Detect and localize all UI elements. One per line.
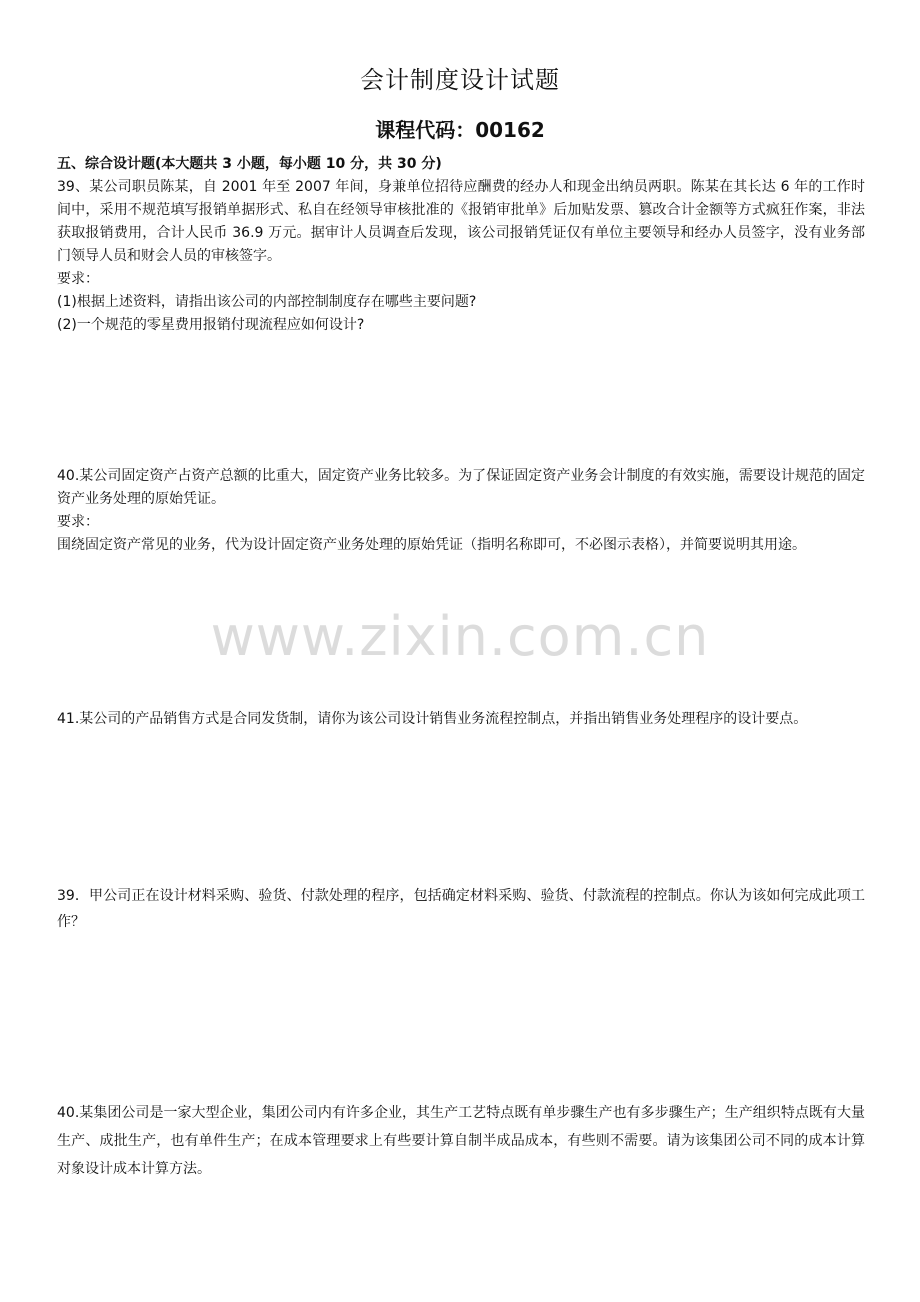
question-40b-block xyxy=(57,1099,865,1183)
question-39-requirement-2: (2)一个规范的零星费用报销付现流程应如何设计? xyxy=(57,317,365,333)
document-title: 会计制度设计试题 xyxy=(360,66,560,94)
question-40-text: 40.某公司固定资产占资产总额的比重大，固定资产业务比较多。为了保证固定资产业务会计制度的有效实施，需要设计规范的固定资产业务处理的原始凭证。 xyxy=(57,468,865,507)
question-39-text: 39、某公司职员陈某，自 2001 年至 2007 年间，身兼单位招待应酬费的经办人和现金出纳员两职。陈某在其长达 6 年的工作时间中，采用不规范填写报销单据形式、私自在经领导审核批准的《报销审批单》后加贴发票、篡改合计金额等方式疯狂作案，非法获取报销费用，合计人民币 36.9 万元。据审计人员调查后发现，该公司报销凭证仅有单位主要领导和经办人员签字，没有业务部门领导人员和财会人员的审核签字。 xyxy=(57,179,865,264)
section-heading: 五、综合设计题(本大题共 3 小题，每小题 10 分，共 30 分) xyxy=(57,156,442,172)
question-41-block xyxy=(57,706,865,732)
watermark: www.zixin.com.cn xyxy=(210,605,710,668)
question-39-requirement-1: (1)根据上述资料，请指出该公司的内部控制制度存在哪些主要问题? xyxy=(57,294,477,310)
question-40b-text: 40.某集团公司是一家大型企业，集团公司内有许多企业，其生产工艺特点既有单步骤生产也有多步骤生产；生产组织特点既有大量生产、成批生产，也有单件生产；在成本管理要求上有些要计算自制半成品成本，有些则不需要。请为该集团公司不同的成本计算对象设计成本计算方法。 xyxy=(57,1105,865,1177)
question-40-block xyxy=(57,465,865,557)
question-39b-block xyxy=(57,883,865,935)
question-39-requirement-label: 要求： xyxy=(57,271,99,287)
course-code: 课程代码：00162 xyxy=(375,118,545,142)
question-40-requirement-label: 要求： xyxy=(57,514,99,530)
question-39-block xyxy=(57,176,865,337)
question-39b-text: 39．甲公司正在设计材料采购、验货、付款处理的程序，包括确定材料采购、验货、付款流程的控制点。你认为该如何完成此项工作？ xyxy=(57,888,865,930)
question-41-text: 41.某公司的产品销售方式是合同发货制，请你为该公司设计销售业务流程控制点，并指出销售业务处理程序的设计要点。 xyxy=(57,711,808,727)
question-40-requirement-1: 围绕固定资产常见的业务，代为设计固定资产业务处理的原始凭证（指明名称即可，不必图示表格），并简要说明其用途。 xyxy=(57,537,806,553)
